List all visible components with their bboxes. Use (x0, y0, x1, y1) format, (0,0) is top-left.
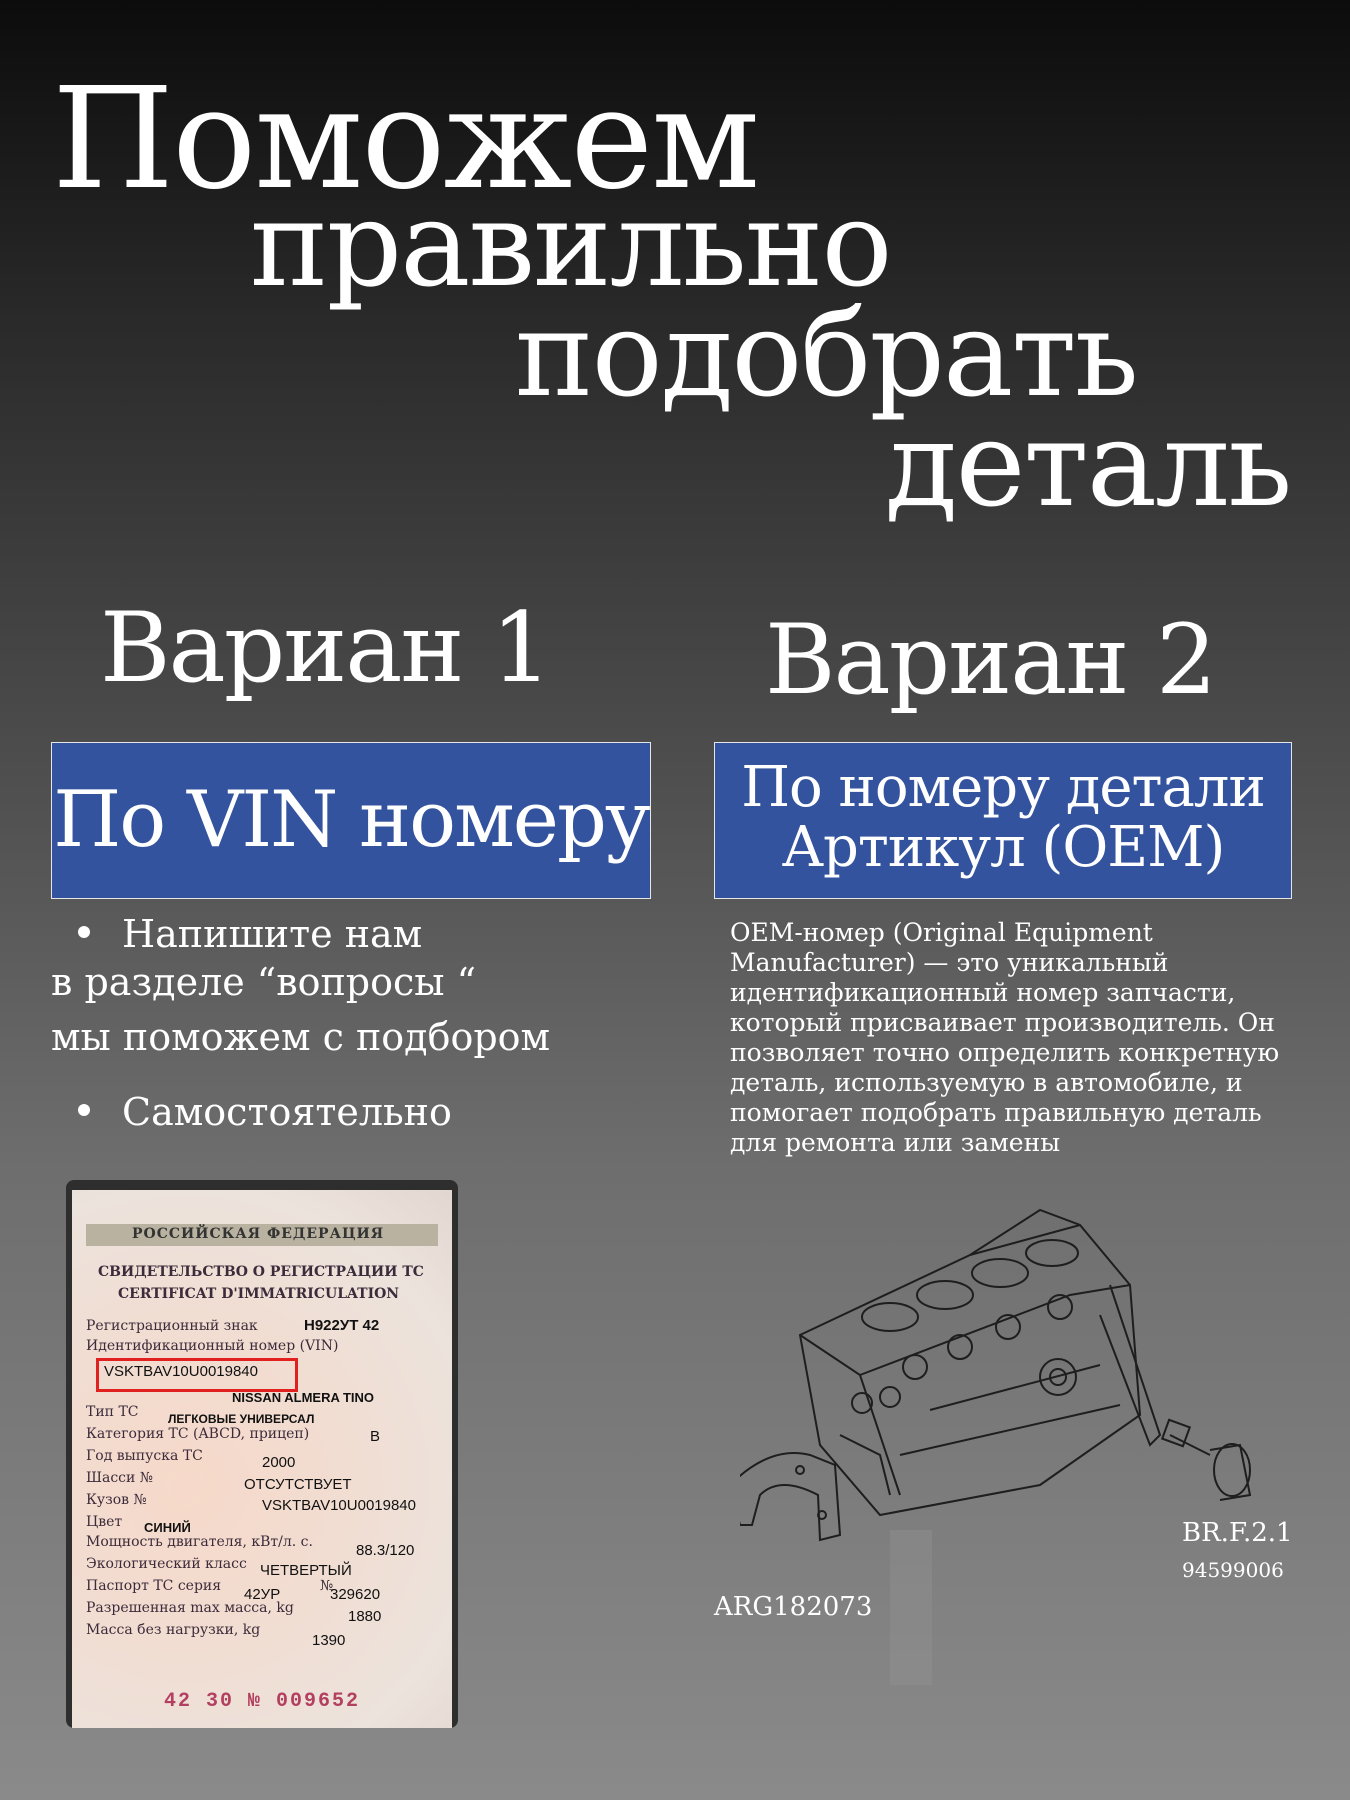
certificate-title-1: СВИДЕТЕЛЬСТВО О РЕГИСТРАЦИИ ТС (98, 1264, 424, 1280)
eco-label: Экологический класс (86, 1556, 247, 1572)
part-number-left: ARG182073 (714, 1592, 873, 1622)
engine-block-diagram (740, 1195, 1280, 1615)
oem-option-label-1: По номеру детали (741, 755, 1265, 820)
category-label: Категория ТС (ABCD, прицеп) (86, 1426, 310, 1442)
bullet-icon (78, 926, 90, 938)
bullet-write-us-text: Напишите нам (122, 912, 423, 956)
oem-description (730, 918, 1330, 1158)
color-value: СИНИЙ (144, 1520, 191, 1535)
chassis-label: Шасси № (86, 1470, 154, 1486)
vin-option-label: По VIN номеру (53, 775, 649, 865)
oem-description-line: идентификационный номер запчасти, (730, 978, 1236, 1007)
type-value: ЛЕГКОВЫЕ УНИВЕРСАЛ (168, 1412, 315, 1426)
mass-label: Масса без нагрузки, kg (86, 1622, 261, 1638)
body-value: VSKTBAV10U0019840 (262, 1497, 416, 1514)
max-mass-value: 1880 (348, 1608, 382, 1625)
category-value: B (370, 1428, 381, 1445)
reg-sign-label: Регистрационный знак (86, 1318, 258, 1334)
oem-description-line: который присваивает производитель. Он (730, 1008, 1275, 1037)
passport-number-sign: № (320, 1578, 334, 1594)
oem-option-box[interactable] (714, 742, 1292, 899)
year-value: 2000 (262, 1454, 296, 1471)
make-value: NISSAN ALMERA TINO (232, 1390, 375, 1405)
body-label: Кузов № (86, 1492, 147, 1508)
bullet-write-us (78, 912, 422, 956)
eco-value: ЧЕТВЕРТЫЙ (260, 1562, 352, 1579)
passport-number: 329620 (330, 1586, 381, 1603)
power-value: 88.3/120 (356, 1542, 415, 1559)
bullet-self-text: Самостоятельно (122, 1090, 452, 1134)
power-label: Мощность двигателя, кВт/л. с. (86, 1534, 313, 1550)
certificate-number: 42 30 № 009652 (164, 1690, 361, 1713)
write-us-line-2: в разделе “вопросы “ (51, 960, 477, 1004)
registration-certificate (72, 1190, 452, 1728)
bullet-icon (78, 1104, 90, 1116)
oem-description-line: Manufacturer) — это уникальный (730, 948, 1169, 977)
mass-value: 1390 (312, 1632, 346, 1649)
diagram-shadow (890, 1530, 932, 1685)
part-number-right-2: 94599006 (1182, 1558, 1284, 1582)
oem-option-label-2: Артикул (OEM) (781, 815, 1225, 880)
write-us-line-3: мы поможем с подбором (51, 1015, 551, 1059)
headline-line-1: Поможем (52, 58, 759, 221)
vin-value: VSKTBAV10U0019840 (104, 1363, 258, 1380)
oem-description-line: деталь, используемую в автомобиле, и (730, 1068, 1243, 1097)
type-label: Тип ТС (86, 1404, 139, 1420)
certificate-title-2: CERTIFICAT D'IMMATRICULATION (118, 1286, 400, 1302)
vin-label: Идентификационный номер (VIN) (86, 1338, 339, 1354)
certificate-header: РОССИЙСКАЯ ФЕДЕРАЦИЯ (132, 1226, 385, 1242)
headline-line-3: подобрать (515, 285, 1137, 423)
headline-line-2: правильно (250, 175, 891, 313)
vin-option-box[interactable] (51, 742, 651, 899)
oem-description-line: OEM-номер (Original Equipment (730, 918, 1153, 947)
part-number-right-1: BR.F.2.1 (1182, 1518, 1293, 1548)
passport-label: Паспорт ТС серия (86, 1578, 222, 1594)
reg-sign-value: Н922УТ 42 (304, 1317, 380, 1334)
year-label: Год выпуска ТС (86, 1448, 203, 1464)
color-label: Цвет (86, 1514, 123, 1530)
oem-description-line: помогает подобрать правильную деталь (730, 1098, 1262, 1127)
oem-description-line: позволяет точно определить конкретную (730, 1038, 1280, 1067)
variant-2-title: Вариан 2 (765, 604, 1216, 716)
oem-description-line: для ремонта или замены (730, 1128, 1061, 1157)
headline-line-4: деталь (885, 395, 1291, 533)
max-mass-label: Разрешенная max масса, kg (86, 1600, 294, 1616)
chassis-value: ОТСУТСТВУЕТ (244, 1476, 352, 1493)
bullet-self (78, 1090, 452, 1134)
variant-1-title: Вариан 1 (100, 592, 551, 704)
passport-series: 42УР (244, 1586, 281, 1603)
